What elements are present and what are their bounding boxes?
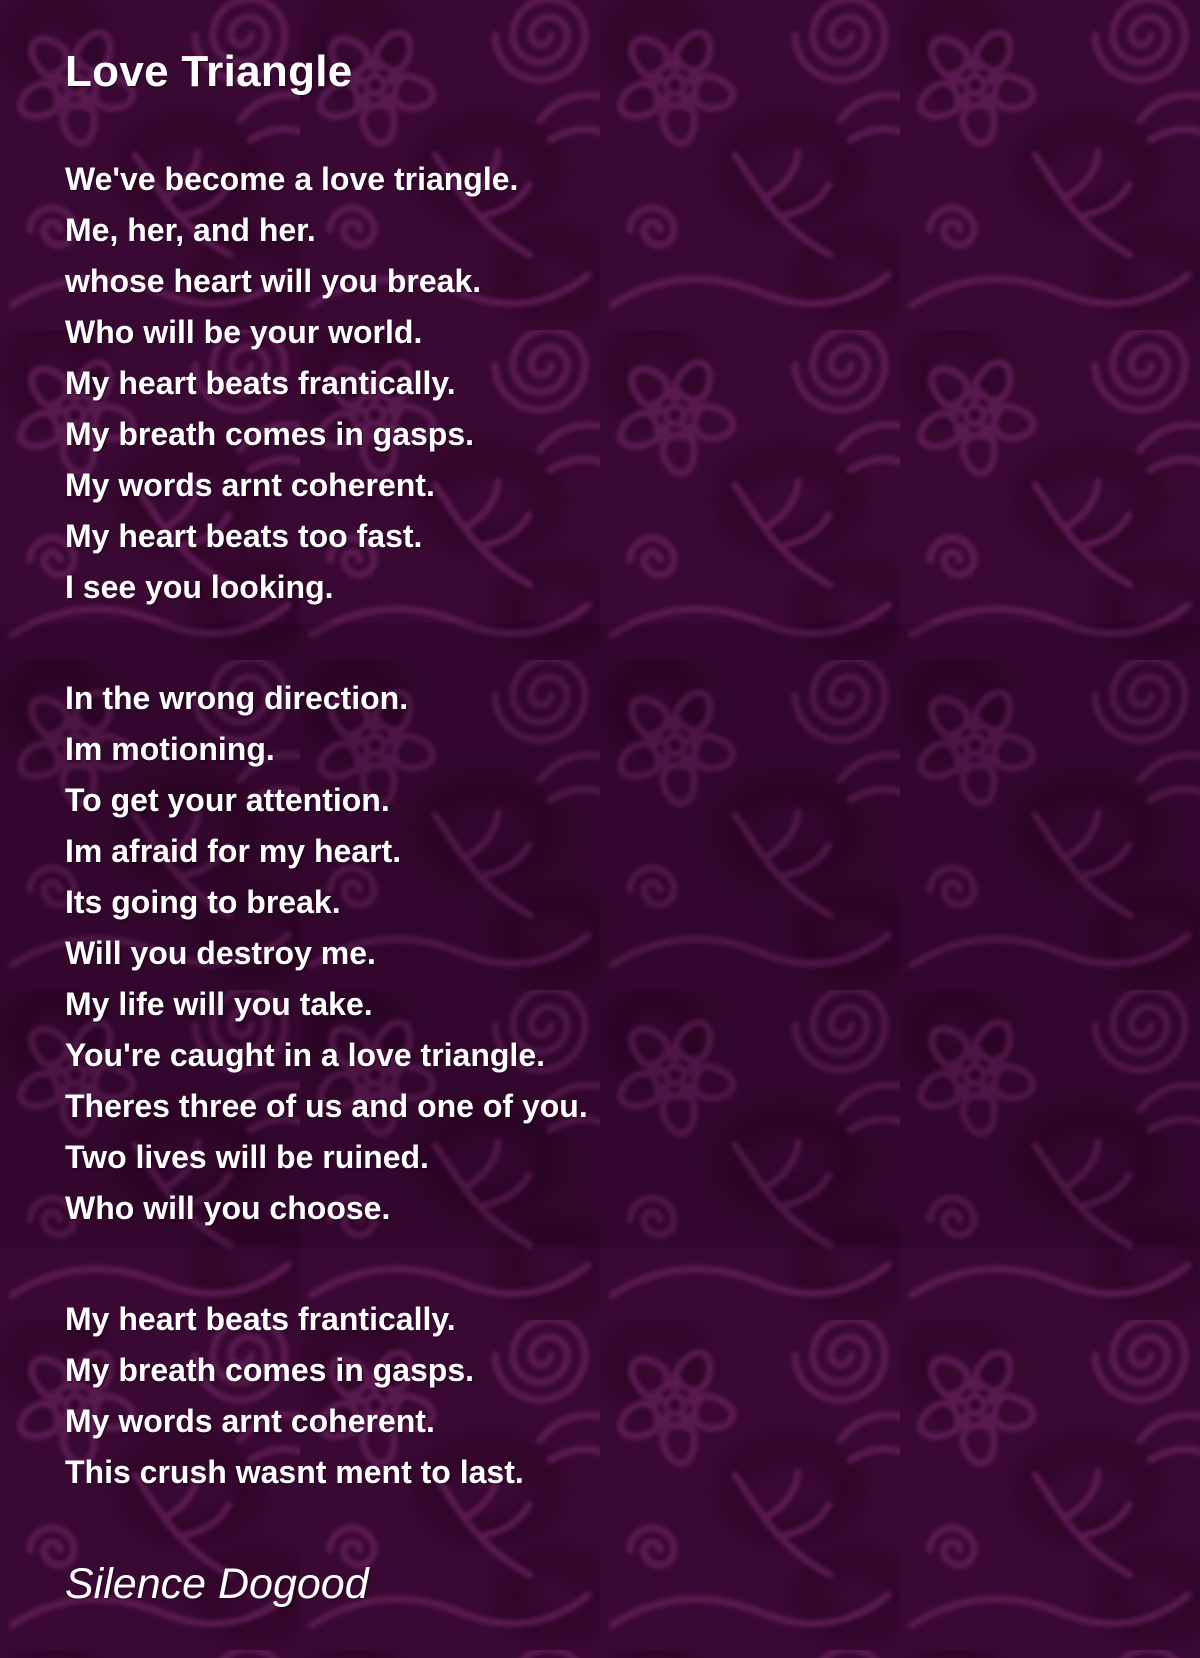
poem-line: My words arnt coherent. — [65, 1403, 435, 1439]
poem-line: I see you looking. — [65, 569, 334, 605]
poem-line: We've become a love triangle. — [65, 161, 519, 197]
poem-line: This crush wasnt ment to last. — [65, 1454, 524, 1490]
poem-line: My breath comes in gasps. — [65, 416, 475, 452]
poem-line: You're caught in a love triangle. — [65, 1037, 545, 1073]
poem-line: Im motioning. — [65, 731, 275, 767]
poem-line: Theres three of us and one of you. — [65, 1088, 588, 1124]
poem-line: Who will be your world. — [65, 314, 423, 350]
poem-line: Will you destroy me. — [65, 935, 376, 971]
stanza — [65, 1294, 1160, 1498]
poem-line: Who will you choose. — [65, 1190, 391, 1226]
poem-line: Its going to break. — [65, 884, 341, 920]
poem-content — [65, 45, 1160, 1610]
poem-stanzas — [65, 154, 1160, 1498]
stanza — [65, 673, 1160, 1234]
poem-line: Im afraid for my heart. — [65, 833, 402, 869]
stanza — [65, 154, 1160, 613]
poem-line: My heart beats frantically. — [65, 365, 456, 401]
poem-line: whose heart will you break. — [65, 263, 482, 299]
poem-line: My life will you take. — [65, 986, 373, 1022]
poem-line: In the wrong direction. — [65, 680, 409, 716]
poem-author: Silence Dogood — [65, 1560, 369, 1608]
poem-line: To get your attention. — [65, 782, 390, 818]
poem-line: Two lives will be ruined. — [65, 1139, 429, 1175]
poem-line: My words arnt coherent. — [65, 467, 435, 503]
poem-line: My heart beats frantically. — [65, 1301, 456, 1337]
poem-line: My breath comes in gasps. — [65, 1352, 475, 1388]
poem-line: My heart beats too fast. — [65, 518, 423, 554]
poem-title: Love Triangle — [65, 47, 353, 96]
poem-line: Me, her, and her. — [65, 212, 316, 248]
